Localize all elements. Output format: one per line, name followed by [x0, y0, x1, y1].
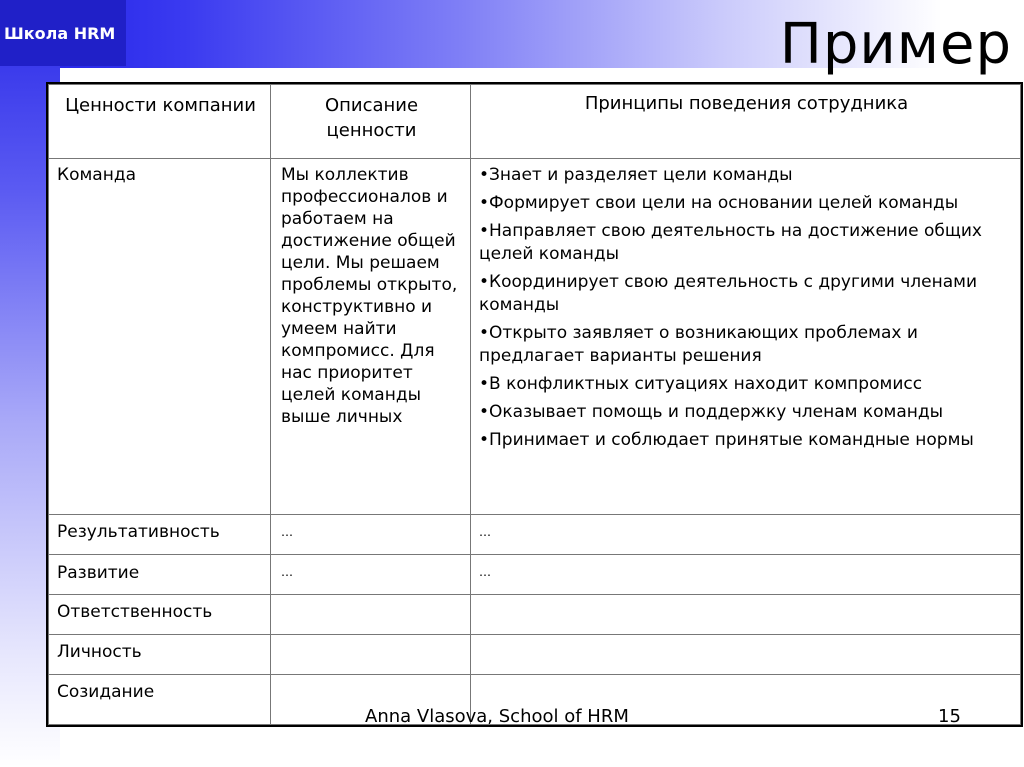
- table-row: [49, 555, 1021, 595]
- header-description: Описание ценности: [271, 85, 471, 159]
- table-row: [49, 635, 1021, 675]
- row-value: Результативность: [49, 515, 271, 555]
- principle-item: •В конфликтных ситуациях находит компромисс: [479, 374, 923, 394]
- table-row: [49, 515, 1021, 555]
- row-principles: …: [471, 555, 1021, 595]
- header-values: Ценности компании: [49, 85, 271, 159]
- row-description: …: [271, 515, 471, 555]
- row-principles: [471, 595, 1021, 635]
- row-description: …: [271, 555, 471, 595]
- principle-item: •Знает и разделяет цели команды: [479, 165, 793, 185]
- row-principles: [471, 159, 1021, 515]
- principle-item: •Принимает и соблюдает принятые командные нормы: [479, 430, 974, 450]
- principle-item: •Формирует свои цели на основании целей команды: [479, 193, 959, 213]
- row-principles: [471, 635, 1021, 675]
- table-header-row: [49, 85, 1021, 159]
- row-value: Команда: [49, 159, 271, 515]
- row-description: Мы коллектив профессионалов и работаем на достижение общей цели. Мы решаем проблемы открыто, конструктивно и умеем найти компромисс. Для нас приоритет целей команды выше личных: [271, 159, 471, 515]
- table-row: [49, 159, 1021, 515]
- row-value: Созидание: [49, 675, 271, 725]
- principle-item: •Оказывает помощь и поддержку членам команды: [479, 402, 944, 422]
- footer-author: Anna Vlasova, School of HRM: [365, 706, 629, 727]
- school-logo: Школа HRM: [0, 0, 126, 66]
- row-value: Развитие: [49, 555, 271, 595]
- row-description: [271, 595, 471, 635]
- slide-title: Пример: [779, 12, 1012, 77]
- page-number: 15: [938, 706, 961, 727]
- row-description: [271, 635, 471, 675]
- principle-item: •Направляет свою деятельность на достижение общих целей команды: [479, 221, 982, 264]
- principle-item: •Открыто заявляет о возникающих проблемах и предлагает варианты решения: [479, 323, 918, 366]
- header-principles: Принципы поведения сотрудника: [471, 85, 1021, 159]
- table-row: [49, 595, 1021, 635]
- principle-item: •Координирует свою деятельность с другими членами команды: [479, 272, 978, 315]
- row-value: Ответственность: [49, 595, 271, 635]
- row-value: Личность: [49, 635, 271, 675]
- row-principles: …: [471, 515, 1021, 555]
- values-table: [46, 82, 1023, 727]
